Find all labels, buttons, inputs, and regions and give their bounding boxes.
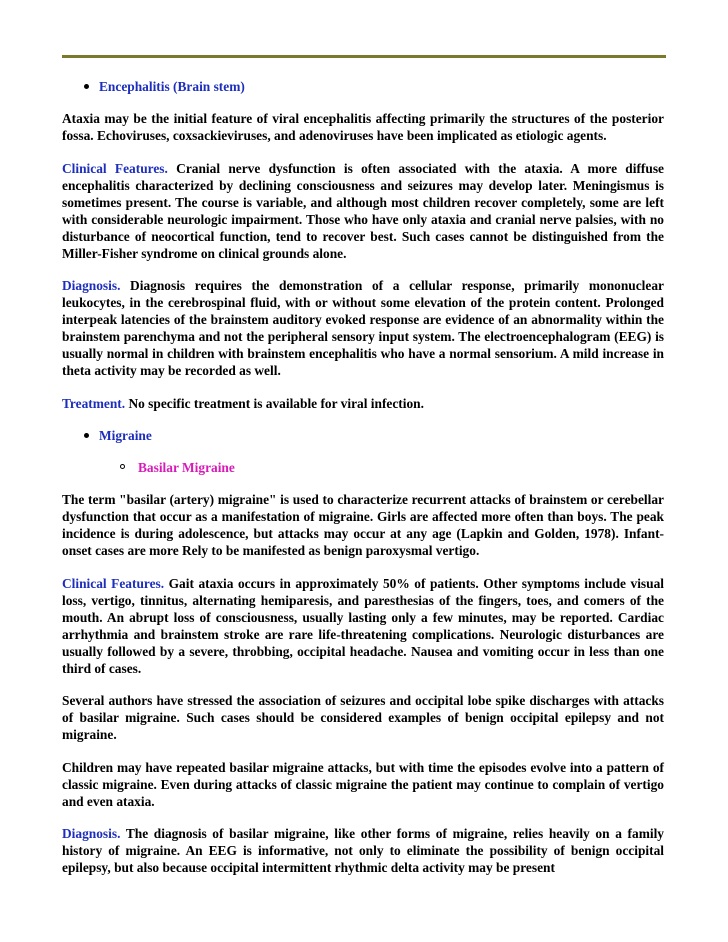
paragraph-basilar-intro: The term "basilar (artery) migraine" is used to characterize recurrent attacks of brainstem or cerebellar dysfunction that occur as a manifestation of migraine. Girls are affected more often than boys. The peak incidence is during adolescence, but attacks may occur at any age (Lapkin and Golden, 1978). Infant-onset cases are more Rely to be manifested as benign paroxysmal vertigo. [62,492,664,558]
section-lead: Treatment. [62,395,126,411]
paragraph-basilar-diagnosis [62,825,664,876]
section-lead: Clinical Features. [62,160,168,176]
bullet-circle-icon [120,464,125,469]
bullet-label: Basilar Migraine [138,460,235,475]
paragraph-text: Cranial nerve dysfunction is often associated with the ataxia. A more diffuse encephalitis characterized by declining consciousness and seizures may develop later. Meningismus is sometimes present. The course is variable, and although most children recover completely, some are left with considerable neurologic impairment. Those who have only ataxia and cranial nerve palsies, with no disturbance of neocortical function, tend to recover best. Such cases cannot be distinguished from the Miller-Fisher syndrome on clinical grounds alone. [62,160,664,261]
header-rule [62,55,666,58]
paragraph-treatment [62,395,664,412]
paragraph-text: No specific treatment is available for viral infection. [125,395,424,411]
section-lead: Diagnosis. [62,278,121,293]
bullet-migraine [62,427,664,444]
paragraph-diagnosis [62,277,664,379]
bullet-dot-icon [84,84,89,89]
paragraph-text: The diagnosis of basilar migraine, like other forms of migraine, relies heavily on a family history of migraine. An EEG is informative, not only to eliminate the possibility of benign occipital epilepsy, but also because occipital intermittent rhythmic delta activity may be present [62,826,664,875]
bullet-dot-icon [84,433,89,438]
paragraph-clinical-features [62,160,664,262]
bullet-label: Migraine [99,428,152,443]
bullet-basilar-migraine [62,459,664,476]
paragraph-seizures: Several authors have stressed the association of seizures and occipital lobe spike discharges with attacks of basilar migraine. Such cases should be considered examples of benign occipital epilepsy and not migraine. [62,693,664,742]
bullet-encephalitis [62,78,664,95]
paragraph-basilar-clinical-features [62,575,664,677]
section-lead: Diagnosis. [62,826,121,841]
paragraph-text: Gait ataxia occurs in approximately 50% of patients. Other symptoms include visual loss, vertigo, tinnitus, alternating hemiparesis, and paresthesias of the fingers, toes, and comers of the mouth. An abrupt loss of consciousness, usually lasting only a few minutes, may be reported. Cardiac arrhythmia and brainstem stroke are rare life-threatening complications. Neurologic disturbances are usually followed by a severe, throbbing, occipital headache. Nausea and vomiting occur in less than one third of cases. [62,575,664,676]
paragraph-intro: Ataxia may be the initial feature of viral encephalitis affecting primarily the structures of the posterior fossa. Echoviruses, coxsackieviruses, and adenoviruses have been implicated as etiologic agents. [62,111,664,143]
paragraph-text: Diagnosis requires the demonstration of a cellular response, primarily mononuclear leukocytes, in the cerebrospinal fluid, with or without some elevation of the protein content. Prolonged interpeak latencies of the brainstem auditory evoked response are evidence of an abnormality within the brainstem parenchyma and not the peripheral sensory input system. The electroencephalogram (EEG) is usually normal in children with brainstem encephalitis who have a normal sensorium. A mild increase in theta activity may be recorded as well. [62,278,664,378]
paragraph-children: Children may have repeated basilar migraine attacks, but with time the episodes evolve into a pattern of classic migraine. Even during attacks of classic migraine the patient may continue to complain of vertigo and even ataxia. [62,759,664,809]
section-lead: Clinical Features. [62,575,165,591]
document-body [62,78,664,892]
bullet-label: Encephalitis (Brain stem) [99,79,245,94]
